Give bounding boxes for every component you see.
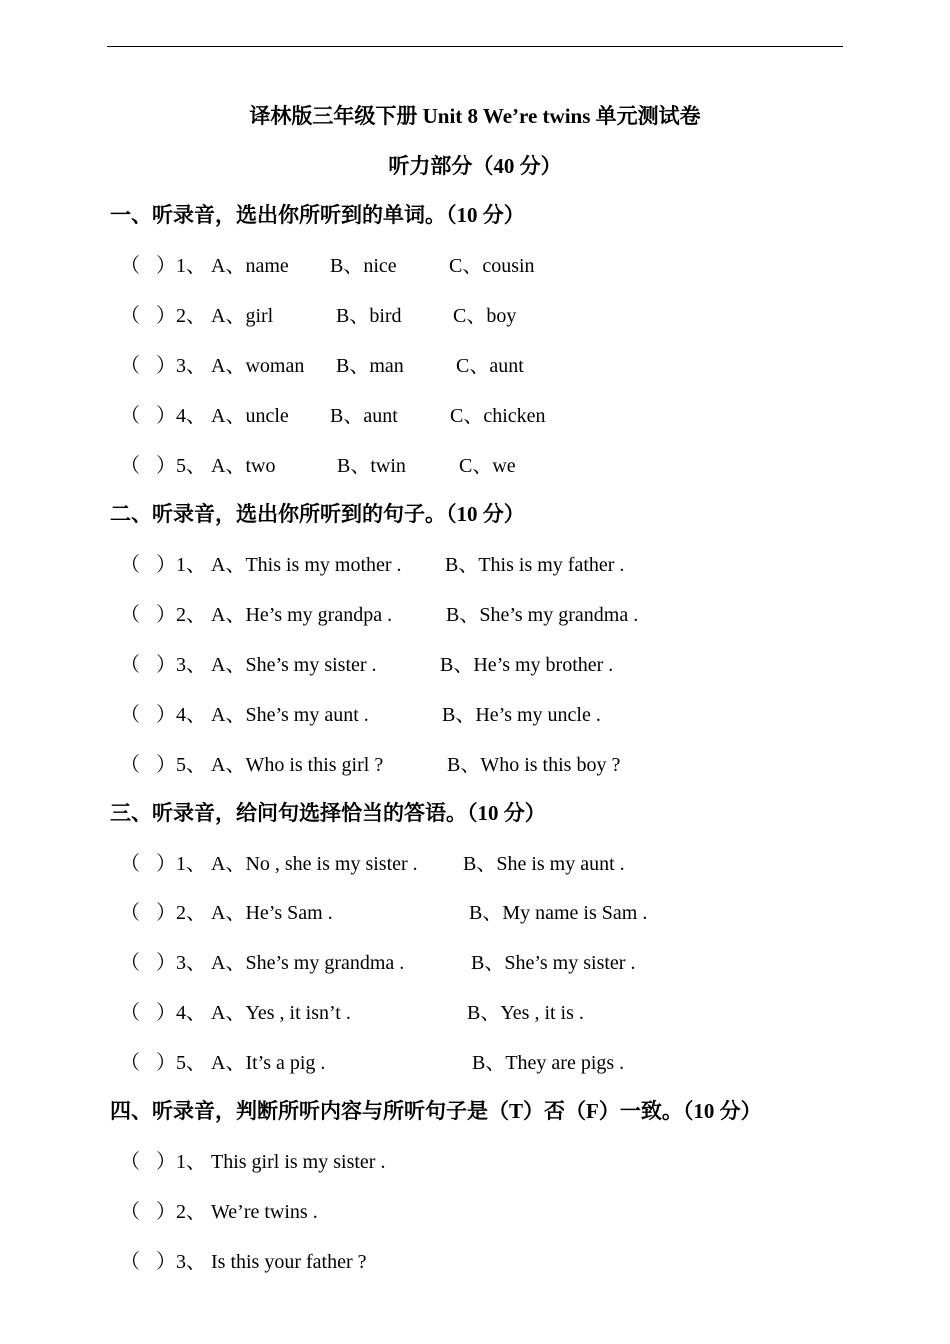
question-row bbox=[0, 1149, 950, 1175]
answer-blank: （ bbox=[120, 1251, 140, 1273]
answer-blank: （ bbox=[120, 853, 140, 875]
option-b: B、aunt bbox=[330, 405, 398, 427]
option-b: B、Who is this boy ? bbox=[447, 754, 621, 776]
section-1-heading: 一、听录音，选出你所听到的单词。（10 分） bbox=[110, 203, 525, 227]
section-3-heading: 三、听录音，给问句选择恰当的答语。（10 分） bbox=[110, 801, 546, 825]
statement-text: We’re twins . bbox=[211, 1201, 318, 1223]
question-row bbox=[0, 752, 950, 778]
option-a: A、This is my mother . bbox=[211, 554, 402, 576]
option-b: B、She is my aunt . bbox=[463, 853, 625, 875]
option-b: B、man bbox=[336, 355, 404, 377]
question-row bbox=[0, 950, 950, 976]
option-b: B、twin bbox=[337, 455, 406, 477]
option-c: C、we bbox=[459, 455, 516, 477]
option-a: A、He’s my grandpa . bbox=[211, 604, 393, 626]
question-number: ）3、 bbox=[156, 1251, 206, 1273]
option-b: B、My name is Sam . bbox=[469, 902, 648, 924]
answer-blank: （ bbox=[120, 604, 140, 626]
answer-blank: （ bbox=[120, 704, 140, 726]
option-a: A、uncle bbox=[211, 405, 289, 427]
question-number: ）2、 bbox=[156, 604, 206, 626]
question-number: ）1、 bbox=[156, 554, 206, 576]
option-a: A、She’s my aunt . bbox=[211, 704, 369, 726]
question-number: ）1、 bbox=[156, 853, 206, 875]
question-number: ）4、 bbox=[156, 1002, 206, 1024]
option-c: C、boy bbox=[453, 305, 517, 327]
option-a: A、woman bbox=[211, 355, 305, 377]
answer-blank: （ bbox=[120, 455, 140, 477]
answer-blank: （ bbox=[120, 554, 140, 576]
option-c: C、aunt bbox=[456, 355, 524, 377]
question-number: ）2、 bbox=[156, 902, 206, 924]
answer-blank: （ bbox=[120, 654, 140, 676]
option-b: B、nice bbox=[330, 255, 397, 277]
question-row bbox=[0, 253, 950, 279]
question-number: ）4、 bbox=[156, 405, 206, 427]
option-b: B、This is my father . bbox=[445, 554, 625, 576]
answer-blank: （ bbox=[120, 952, 140, 974]
answer-blank: （ bbox=[120, 405, 140, 427]
section-4-heading: 四、听录音，判断所听内容与所听句子是（T）否（F）一致。（10 分） bbox=[110, 1099, 762, 1123]
question-number: ）2、 bbox=[156, 1201, 206, 1223]
question-row bbox=[0, 1249, 950, 1275]
option-a: A、two bbox=[211, 455, 276, 477]
question-row bbox=[0, 453, 950, 479]
option-c: C、cousin bbox=[449, 255, 535, 277]
listening-part-title: 听力部分（40 分） bbox=[388, 154, 562, 178]
answer-blank: （ bbox=[120, 305, 140, 327]
header-rule bbox=[107, 46, 843, 47]
answer-blank: （ bbox=[120, 1201, 140, 1223]
question-row bbox=[0, 1050, 950, 1076]
option-b: B、She’s my sister . bbox=[471, 952, 636, 974]
answer-blank: （ bbox=[120, 1151, 140, 1173]
question-number: ）1、 bbox=[156, 1151, 206, 1173]
question-number: ）4、 bbox=[156, 704, 206, 726]
option-a: A、girl bbox=[211, 305, 274, 327]
question-row bbox=[0, 353, 950, 379]
option-a: A、No , she is my sister . bbox=[211, 853, 418, 875]
question-number: ）1、 bbox=[156, 255, 206, 277]
option-b: B、He’s my uncle . bbox=[442, 704, 601, 726]
question-row bbox=[0, 900, 950, 926]
question-number: ）3、 bbox=[156, 355, 206, 377]
answer-blank: （ bbox=[120, 255, 140, 277]
question-row bbox=[0, 303, 950, 329]
option-c: C、chicken bbox=[450, 405, 546, 427]
option-b: B、Yes , it is . bbox=[467, 1002, 584, 1024]
option-a: A、It’s a pig . bbox=[211, 1052, 326, 1074]
question-row bbox=[0, 652, 950, 678]
question-row bbox=[0, 1000, 950, 1026]
answer-blank: （ bbox=[120, 1052, 140, 1074]
option-b: B、He’s my brother . bbox=[440, 654, 614, 676]
question-number: ）5、 bbox=[156, 1052, 206, 1074]
option-a: A、He’s Sam . bbox=[211, 902, 333, 924]
option-b: B、They are pigs . bbox=[472, 1052, 625, 1074]
section-2-heading: 二、听录音，选出你所听到的句子。（10 分） bbox=[110, 502, 525, 526]
option-a: A、She’s my grandma . bbox=[211, 952, 405, 974]
question-number: ）3、 bbox=[156, 654, 206, 676]
option-a: A、Yes , it isn’t . bbox=[211, 1002, 351, 1024]
answer-blank: （ bbox=[120, 902, 140, 924]
answer-blank: （ bbox=[120, 1002, 140, 1024]
question-row bbox=[0, 403, 950, 429]
question-number: ）5、 bbox=[156, 754, 206, 776]
statement-text: This girl is my sister . bbox=[211, 1151, 386, 1173]
question-row bbox=[0, 702, 950, 728]
question-row bbox=[0, 602, 950, 628]
document-title: 译林版三年级下册 Unit 8 We’re twins 单元测试卷 bbox=[249, 104, 701, 128]
option-b: B、bird bbox=[336, 305, 402, 327]
question-number: ）5、 bbox=[156, 455, 206, 477]
statement-text: Is this your father ? bbox=[211, 1251, 367, 1273]
question-number: ）2、 bbox=[156, 305, 206, 327]
question-row bbox=[0, 1199, 950, 1225]
option-a: A、name bbox=[211, 255, 289, 277]
answer-blank: （ bbox=[120, 754, 140, 776]
question-row bbox=[0, 851, 950, 877]
option-a: A、She’s my sister . bbox=[211, 654, 377, 676]
option-b: B、She’s my grandma . bbox=[446, 604, 639, 626]
answer-blank: （ bbox=[120, 355, 140, 377]
question-row bbox=[0, 552, 950, 578]
question-number: ）3、 bbox=[156, 952, 206, 974]
option-a: A、Who is this girl ? bbox=[211, 754, 384, 776]
